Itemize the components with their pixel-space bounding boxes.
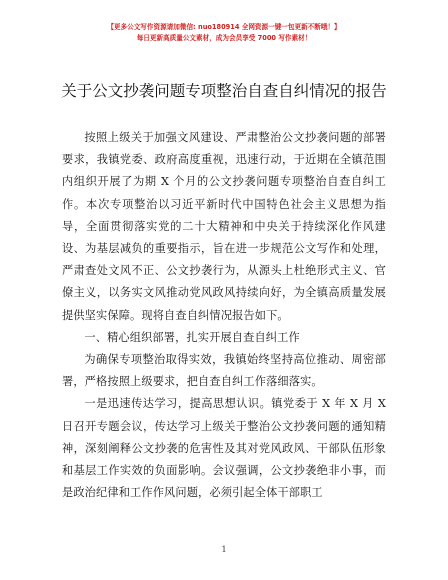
promo-banner-line-1: 【更多公文写作资源请加微信: nuo180914 全网资源一键一包更新不断哦！】 (107, 23, 341, 31)
body-paragraph: 一是迅速传达学习，提高思想认识。镇党委于 X 年 X 月 X 日召开专题会议，传达学习上级关于整治公文抄袭问题的通知精神，深刻阐释公文抄袭的危害性及其对党风政风、干部队伍形象和基层工作实效的负面影响。会议强调，公文抄袭绝非小事，而是政治纪律和工作作风问题，必须引起全体干部职工 (62, 397, 386, 500)
section-heading: 一、精心组织部署，扎实开展自查自纠工作 (84, 330, 300, 344)
document-title: 关于公文抄袭问题专项整治自查自纠情况的报告 (61, 82, 387, 100)
promo-banner-line-2: 每日更新高质量公文素材，成为会员享受 7000 写作素材！ (136, 34, 312, 42)
document-body (62, 127, 386, 504)
body-paragraph: 为确保专项整治取得实效，我镇始终坚持高位推动、周密部署，严格按照上级要求，把自查自纠工作落细落实。 (62, 353, 386, 389)
page-number: 1 (221, 545, 227, 554)
intro-paragraph: 按照上级关于加强文风建设、严肃整治公文抄袭问题的部署要求，我镇党委、政府高度重视，迅速行动，于近期在全镇范围内组织开展了为期 X 个月的公文抄袭问题专项整治自查自纠工作。本次专项整治以习近平新时代中国特色社会主义思想为指导，全面贯彻落实党的二十大精神和中央关于持续深化作风建设、为基层减负的重要指示，旨在进一步规范公文写作和处理，严肃查处文风不正、公文抄袭行为，从源头上杜绝形式主义、官僚主义，以务实文风推动党风政风持续向好，为全镇高质量发展提供坚实保障。现将自查自纠情况报告如下。 (62, 131, 386, 322)
